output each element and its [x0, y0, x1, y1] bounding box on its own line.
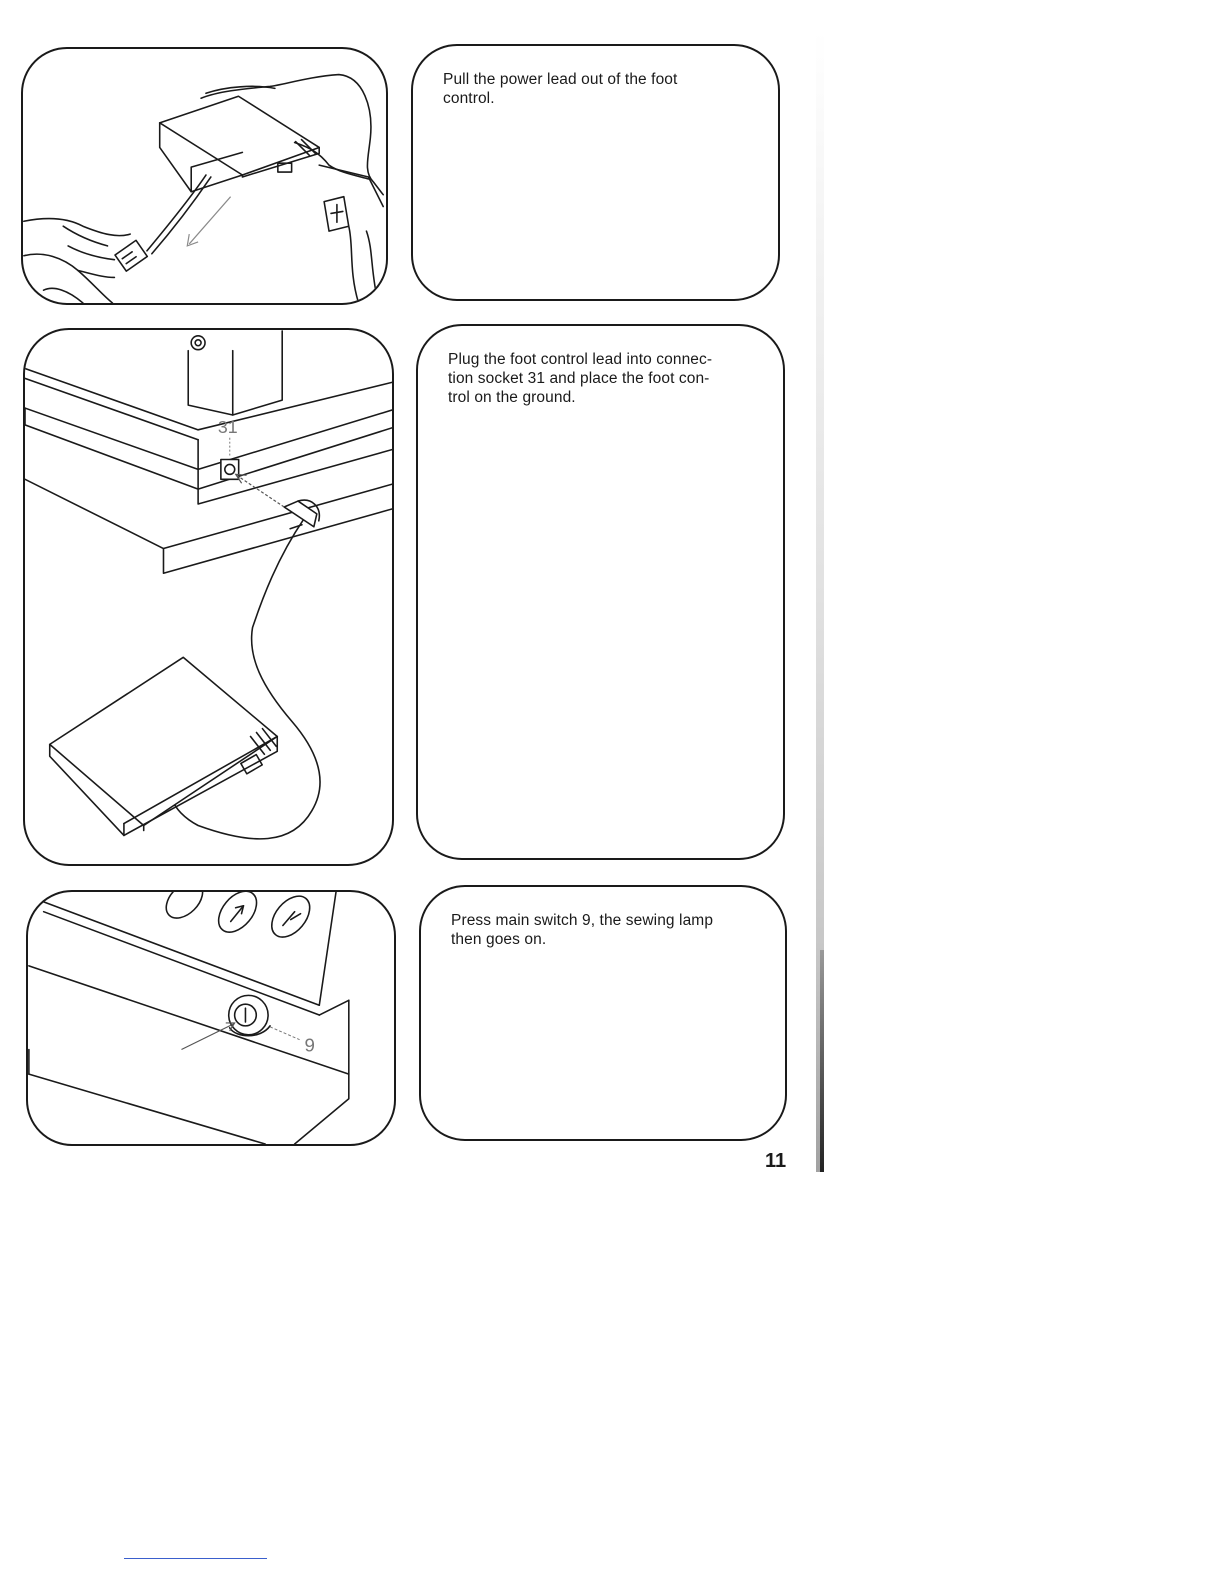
instruction-panel-2 [416, 324, 785, 860]
illustration-panel-3 [26, 890, 396, 1146]
instruction-panel-3 [419, 885, 787, 1141]
switch-callout-label: 9 [304, 1034, 315, 1056]
main-switch-illustration [28, 892, 394, 1144]
socket-callout-label: 31 [217, 416, 238, 437]
step-1-text: Pull the power lead out of the foot control. [443, 71, 678, 107]
illustration-panel-1 [21, 47, 388, 305]
step-2-text: Plug the foot control lead into connec- tion socket 31 and place the foot con- trol on the ground. [448, 351, 713, 406]
illustration-panel-2 [23, 328, 394, 866]
step-3-text: Press main switch 9, the sewing lamp then goes on. [451, 912, 714, 948]
foot-control-unplug-illustration [23, 49, 386, 303]
instruction-panel-1 [411, 44, 780, 301]
page-edge-dark [820, 950, 824, 1172]
foot-control-connect-illustration [25, 330, 392, 864]
page-number: 11 [765, 1150, 787, 1172]
bottom-rule [124, 1558, 267, 1559]
